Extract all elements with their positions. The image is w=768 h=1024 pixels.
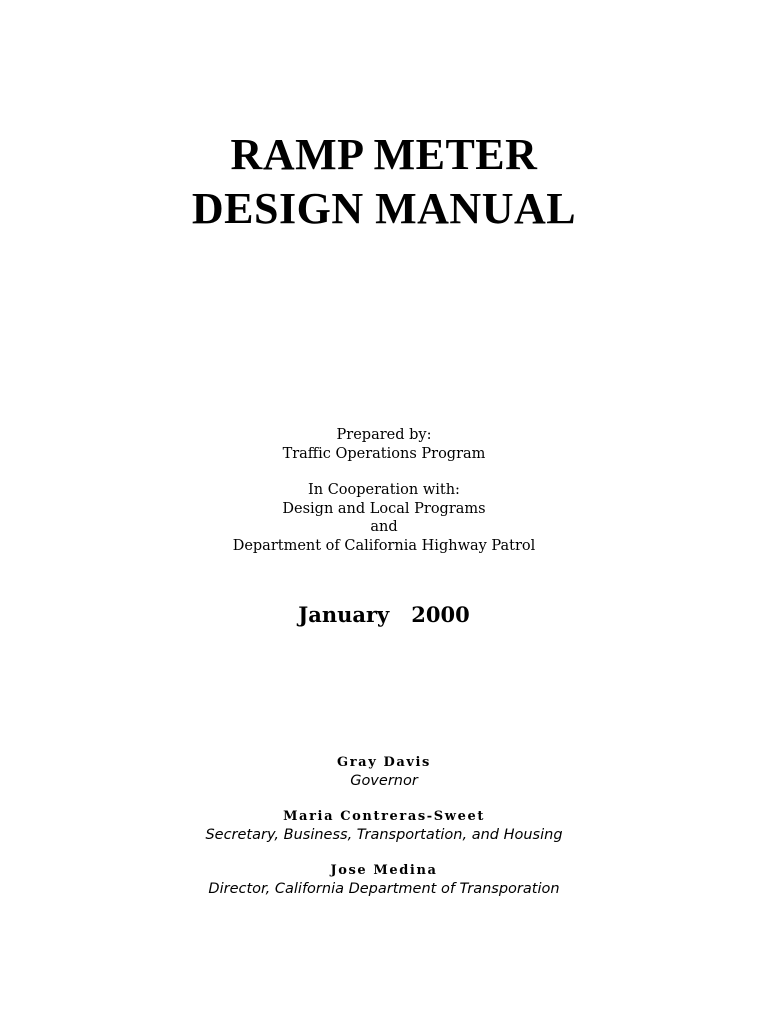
official-title: Director, California Department of Transporation xyxy=(208,881,560,897)
date-month: January xyxy=(298,602,390,627)
preparation-block xyxy=(0,426,768,555)
prepared-by-label: Prepared by: xyxy=(336,427,432,443)
prepared-by-value: Traffic Operations Program xyxy=(282,445,486,462)
cooperation-label: In Cooperation with: xyxy=(308,482,460,498)
official-name: Maria Contreras-Sweet xyxy=(283,809,485,824)
cooperation-conjunction: and xyxy=(370,519,398,535)
official-title: Secretary, Business, Transportation, and Housing xyxy=(205,827,563,843)
spacer xyxy=(0,463,768,481)
official-entry xyxy=(0,754,768,790)
date-year: 2000 xyxy=(411,602,470,627)
cooperation-entity-2: Department of California Highway Patrol xyxy=(232,537,536,554)
publication-date xyxy=(0,601,768,629)
title-line-1: RAMP METER xyxy=(230,130,538,179)
title-line-2: DESIGN MANUAL xyxy=(191,184,577,233)
official-name: Jose Medina xyxy=(330,863,438,878)
official-entry xyxy=(0,862,768,898)
official-title: Governor xyxy=(350,773,418,789)
official-name: Gray Davis xyxy=(337,755,431,770)
official-entry xyxy=(0,808,768,844)
cooperation-entity-1: Design and Local Programs xyxy=(282,500,486,517)
document-title xyxy=(0,128,768,236)
officials-list xyxy=(0,754,768,916)
